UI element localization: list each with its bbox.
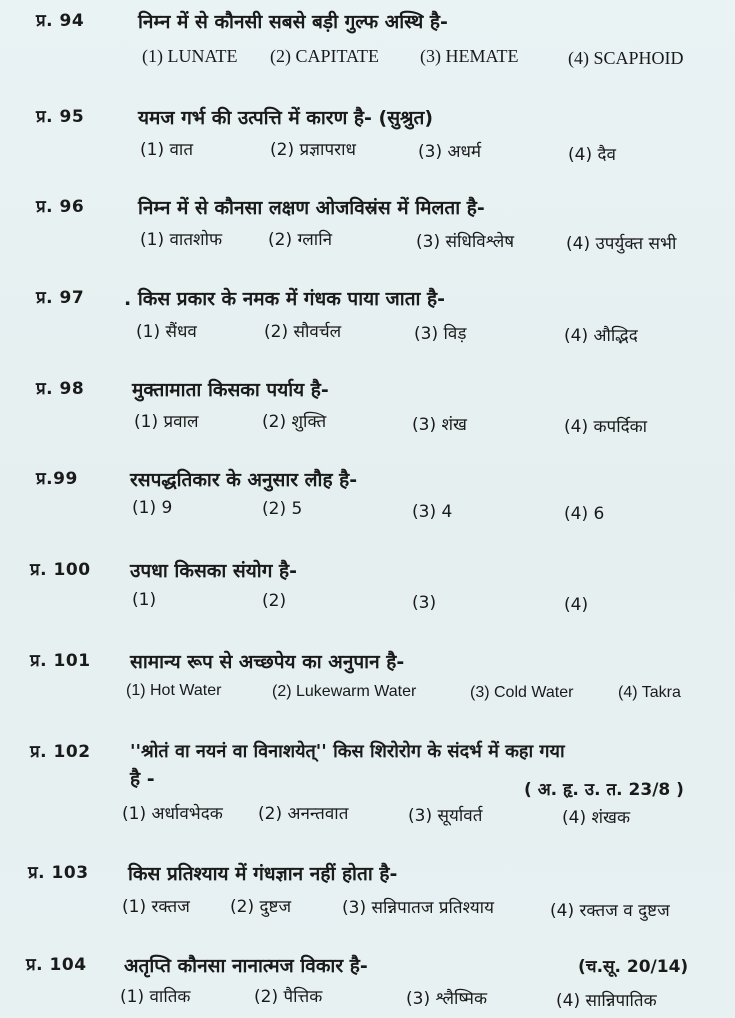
- option-4: (4) SCAPHOID: [568, 48, 684, 68]
- option-4: (4) दैव: [568, 145, 616, 165]
- question-number: प्र. 104: [26, 955, 87, 975]
- option-2: (2) ग्लानि: [268, 230, 333, 250]
- option-2: (2) अनन्तवात: [258, 804, 349, 824]
- question-number: प्र. 96: [36, 197, 85, 217]
- question-text: यमज गर्भ की उत्पत्ति में कारण है- (सुश्रुत): [138, 107, 434, 129]
- option-1: (1) वातशोफ: [140, 230, 223, 250]
- option-4: (4): [564, 595, 589, 615]
- option-4: (4) 6: [564, 504, 605, 524]
- option-2: (2) पैत्तिक: [254, 987, 323, 1007]
- option-2: (2) 5: [262, 499, 303, 519]
- option-3: (3) 4: [412, 502, 453, 522]
- question-number: प्र. 101: [30, 651, 91, 671]
- question-text-continued: है -: [130, 768, 155, 790]
- option-4: (4) उपर्युक्त सभी: [566, 234, 677, 254]
- question-number: प्र. 95: [36, 107, 85, 127]
- option-3: (3) Cold Water: [470, 684, 574, 701]
- question-number: प्र. 97: [36, 288, 85, 308]
- option-3: (3) HEMATE: [420, 46, 519, 66]
- option-2: (2) प्रज्ञापराध: [270, 140, 356, 160]
- question-text: किस प्रतिश्याय में गंधज्ञान नहीं होता है-: [128, 863, 398, 885]
- option-3: (3): [412, 593, 437, 613]
- question-text: . किस प्रकार के नमक में गंधक पाया जाता है-: [124, 288, 446, 310]
- reference: (च.सू. 20/14): [578, 957, 689, 977]
- option-4: (4) Takra: [618, 684, 681, 701]
- question-text: ''श्रोतं वा नयनं वा विनाशयेत्'' किस शिरोरोग के संदर्भ में कहा गया: [130, 741, 565, 762]
- option-3: (3) संधिविश्लेष: [416, 232, 515, 252]
- option-2: (2) CAPITATE: [270, 46, 380, 66]
- option-3: (3) अधर्म: [418, 142, 482, 162]
- option-3: (3) सन्निपातज प्रतिश्याय: [342, 898, 494, 918]
- question-text: अतृप्ति कौनसा नानात्मज विकार है-: [124, 955, 368, 977]
- option-2: (2): [262, 591, 287, 611]
- option-2: (2) Lukewarm Water: [272, 683, 417, 700]
- option-1: (1) LUNATE: [142, 46, 238, 66]
- question-text: सामान्य रूप से अच्छपेय का अनुपान है-: [130, 651, 405, 673]
- option-1: (1) 9: [132, 498, 173, 518]
- option-1: (1) Hot Water: [126, 682, 222, 699]
- question-number: प्र. 100: [30, 560, 91, 580]
- question-number: प्र.99: [36, 469, 78, 489]
- option-2: (2) सौवर्चल: [264, 322, 342, 342]
- reference: ( अ. हृ. उ. त. 23/8 ): [524, 780, 684, 800]
- question-text: निम्न में से कौनसी सबसे बड़ी गुल्फ अस्थि है-: [138, 11, 448, 33]
- option-4: (4) कपर्दिका: [564, 417, 648, 437]
- question-number: प्र. 94: [36, 11, 85, 31]
- question-text: उपधा किसका संयोग है-: [130, 560, 297, 582]
- option-2: (2) दुष्टज: [230, 897, 292, 917]
- option-3: (3) विड़: [414, 324, 467, 344]
- option-3: (3) सूर्यावर्त: [408, 806, 483, 826]
- option-1: (1) रक्तज: [122, 897, 190, 917]
- question-number: प्र. 98: [36, 379, 85, 399]
- question-number: प्र. 102: [30, 742, 91, 762]
- option-1: (1) वात: [140, 140, 194, 160]
- option-1: (1): [132, 590, 157, 610]
- option-4: (4) शंखक: [562, 808, 631, 828]
- option-3: (3) शंख: [412, 415, 467, 435]
- option-2: (2) शुक्ति: [262, 412, 327, 432]
- question-text: मुक्तामाता किसका पर्याय है-: [132, 379, 329, 401]
- option-1: (1) सैंधव: [136, 322, 197, 342]
- question-number: प्र. 103: [28, 863, 89, 883]
- question-text: निम्न में से कौनसा लक्षण ओजविस्रंस में मिलता है-: [138, 197, 485, 219]
- option-4: (4) रक्तज व दुष्टज: [550, 901, 670, 921]
- option-4: (4) सान्निपातिक: [556, 991, 657, 1011]
- option-1: (1) अर्धावभेदक: [122, 804, 223, 824]
- option-3: (3) श्लैष्मिक: [406, 989, 488, 1009]
- question-text: रसपद्धतिकार के अनुसार लौह है-: [130, 469, 358, 491]
- option-1: (1) वातिक: [120, 987, 191, 1007]
- option-1: (1) प्रवाल: [134, 412, 199, 432]
- option-4: (4) औद्भिद: [564, 326, 638, 346]
